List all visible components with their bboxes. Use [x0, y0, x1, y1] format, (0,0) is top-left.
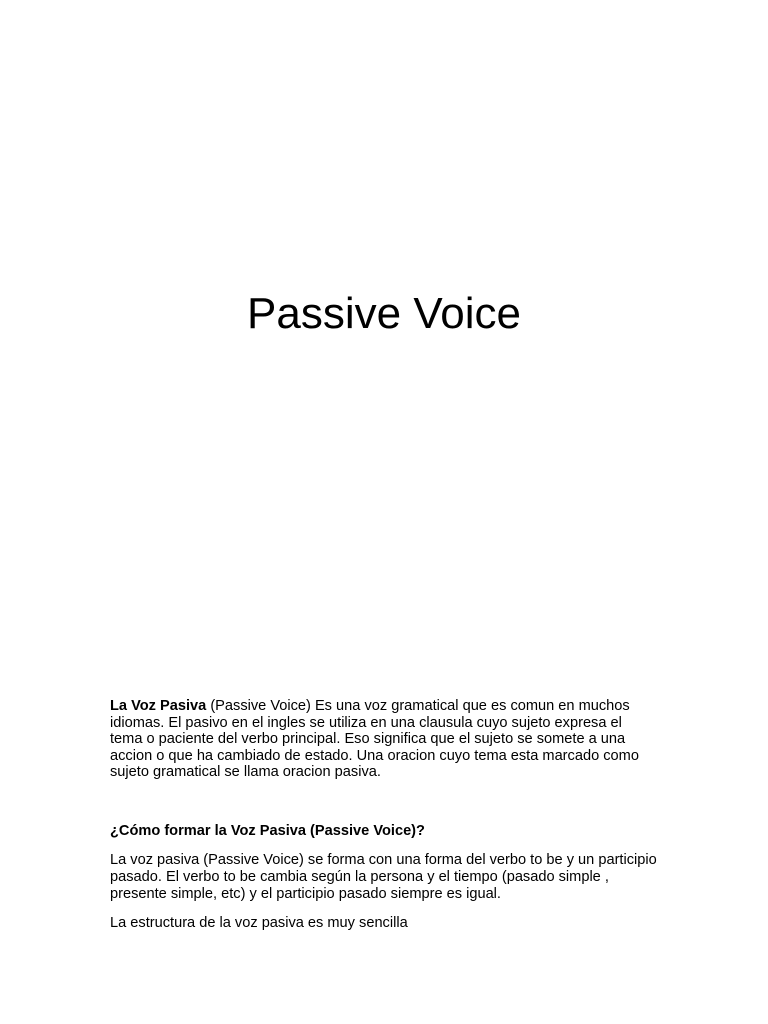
section-heading: ¿Cómo formar la Voz Pasiva (Passive Voice)? — [110, 823, 425, 839]
intro-lead-bold: La Voz Pasiva — [110, 698, 207, 714]
intro-paragraph — [110, 698, 658, 781]
paragraph-2: La voz pasiva (Passive Voice) se forma con una forma del verbo to be y un participio pasado. El verbo to be cambia según la persona y el tiempo (pasado simple , presente simple, etc) y el participio pasado siempre es igual. — [110, 852, 657, 902]
page-title: Passive Voice — [247, 289, 521, 338]
paragraph-3: La estructura de la voz pasiva es muy sencilla — [110, 915, 408, 931]
intro-text: (Passive Voice) Es una voz gramatical que es comun en muchos idiomas. El pasivo en el ingles se utiliza en una clausula cuyo sujeto expresa el tema o paciente del verbo principal. Eso significa que el sujeto se somete a una accion o que ha cambiado de estado. Una oracion cuyo tema esta marcado como sujeto gramatical se llama oracion pasiva. — [110, 698, 639, 781]
